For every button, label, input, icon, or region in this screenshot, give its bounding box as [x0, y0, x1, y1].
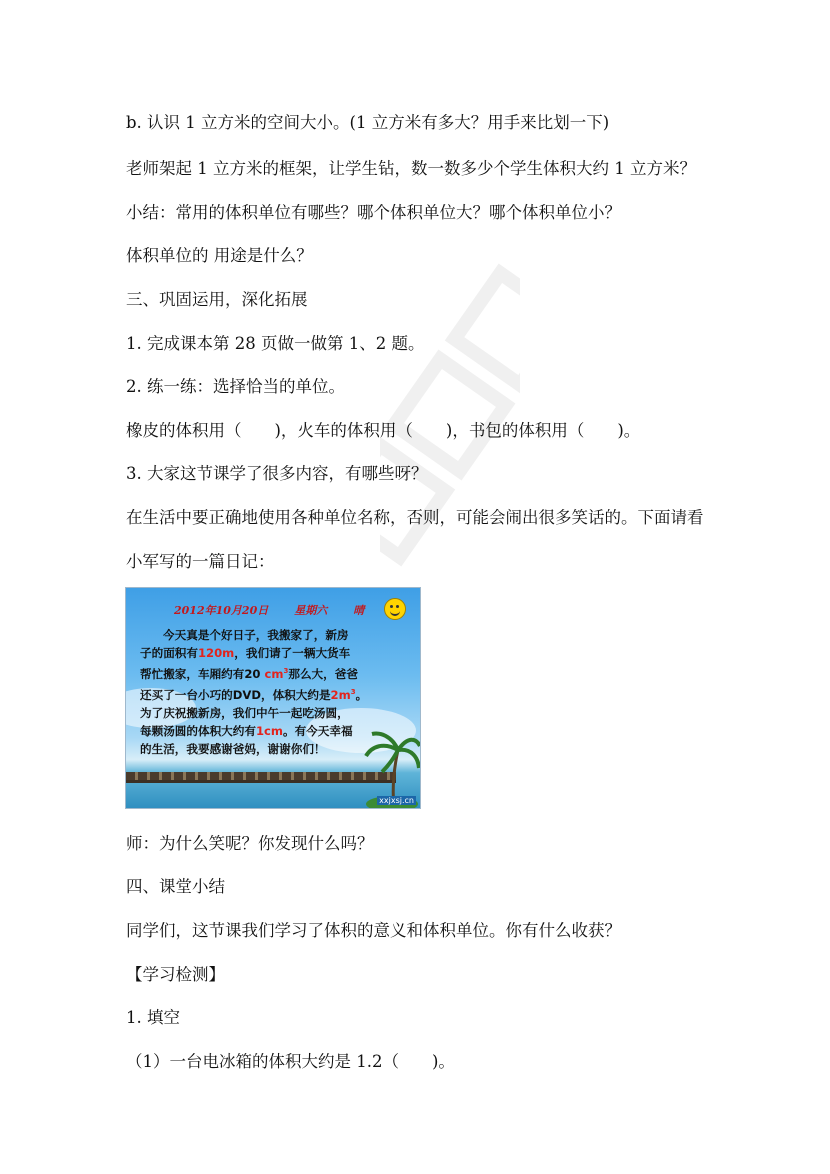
- text-line: 小军写的一篇日记：: [126, 552, 275, 571]
- diary-line: 。: [355, 687, 368, 702]
- diary-line: 帮忙搬家，车厢约有20: [140, 666, 265, 681]
- text-line: 在生活中要正确地使用各种单位名称，否则，可能会闹出很多笑话的。下面请看: [126, 508, 704, 527]
- pier-graphic: [126, 772, 396, 780]
- diary-weekday: 星期六: [294, 604, 328, 617]
- diary-line: 今天真是个好日子，我搬家了，新房: [163, 628, 349, 642]
- section-heading: 四、课堂小结: [126, 877, 225, 896]
- pier-graphic: [126, 780, 396, 783]
- diary-line: 子的面积有: [140, 646, 198, 660]
- diary-image: [125, 587, 421, 809]
- diary-line: 。有今天幸福: [282, 723, 353, 738]
- text-line: 师：为什么笑呢？你发现什么吗？: [126, 834, 374, 853]
- unit-error: 120m: [197, 646, 235, 660]
- text-line: 老师架起 1 立方米的框架，让学生钻，数一数多少个学生体积大约 1 立方米？: [126, 159, 696, 178]
- text-line: 橡皮的体积用（ )，火车的体积用（ )，书包的体积用（ )。: [126, 421, 641, 440]
- text-line: 3. 大家这节课学了很多内容，有哪些呀？: [126, 464, 428, 483]
- diary-line: 那么大，爸爸: [288, 666, 358, 681]
- watermark-graphic: [380, 250, 520, 580]
- diary-line: 每颗汤圆的体积大约有: [140, 723, 256, 738]
- diary-date: 2012年10月20日: [174, 604, 269, 617]
- diary-line: 的生活，我要感谢爸妈，谢谢你们！: [140, 741, 326, 756]
- diary-line: 为了庆祝搬新房，我们中午一起吃汤圆，: [140, 705, 349, 720]
- smiley-icon: [384, 598, 406, 620]
- text-line: b. 认识 1 立方米的空间大小。(1 立方米有多大？用手来比划一下): [126, 113, 610, 132]
- unit-error: 1cm: [255, 723, 283, 738]
- text-line: 2. 练一练：选择恰当的单位。: [126, 377, 345, 396]
- site-logo: xxjxsj.cn: [379, 796, 414, 805]
- section-heading: 三、巩固运用，深化拓展: [126, 290, 308, 309]
- unit-error: $2m^3$: [330, 687, 356, 702]
- text-line: 1. 填空: [126, 1008, 180, 1027]
- text-line: 体积单位的 用途是什么？: [126, 246, 313, 265]
- text-line: 1. 完成课本第 28 页做一做第 1、2 题。: [126, 334, 425, 353]
- text-line: （1）一台电冰箱的体积大约是 1.2（ )。: [126, 1052, 455, 1071]
- diary-line: 还买了一台小巧的DVD，体积大约是: [140, 687, 331, 702]
- diary-weather: 晴: [353, 604, 365, 617]
- diary-header: [174, 602, 390, 618]
- section-heading: 【学习检测】: [126, 965, 225, 984]
- diary-line: ，我们请了一辆大货车: [234, 646, 351, 660]
- unit-error: $cm^3$: [264, 666, 289, 681]
- text-line: 小结：常用的体积单位有哪些？哪个体积单位大？哪个体积单位小？: [126, 203, 621, 222]
- text-line: 同学们，这节课我们学习了体积的意义和体积单位。你有什么收获？: [126, 921, 621, 940]
